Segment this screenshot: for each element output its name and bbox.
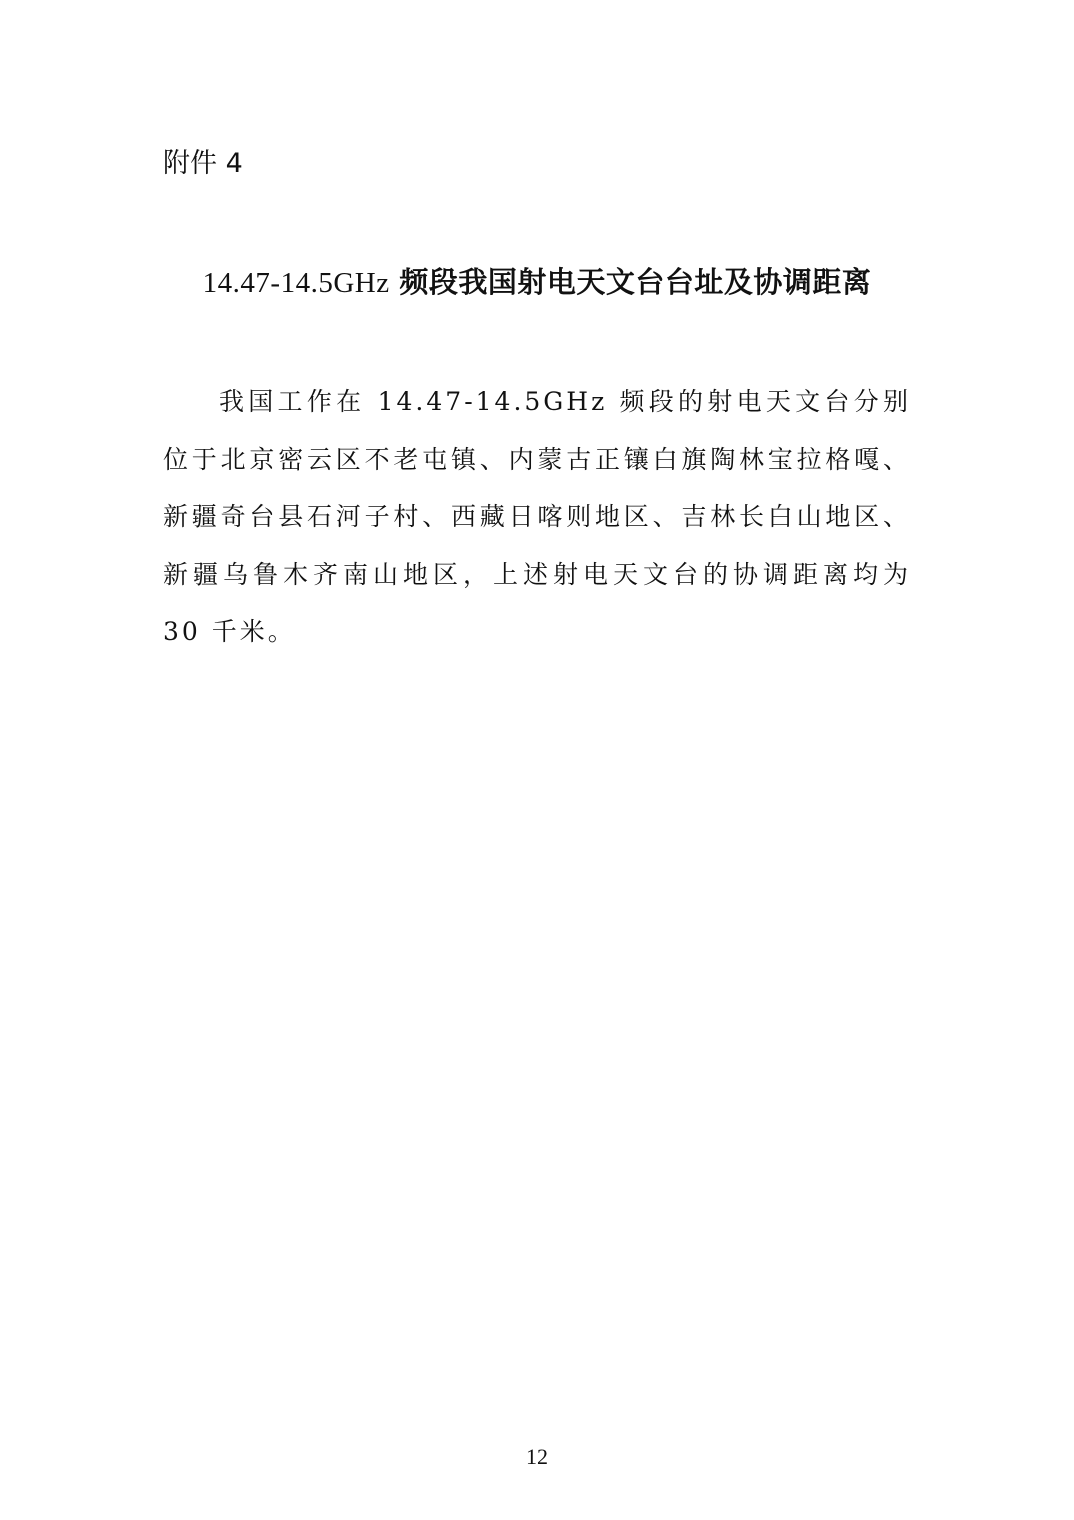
document-title xyxy=(0,260,1074,305)
body-paragraph: 我国工作在 14.47-14.5GHz 频段的射电天文台分别位于北京密云区不老屯镇、内蒙古正镶白旗陶林宝拉格嘎、新疆奇台县石河子村、西藏日喀则地区、吉林长白山地区、新疆乌鲁木齐南山地区，上述射电天文台的协调距离均为 30 千米。 xyxy=(163,387,911,646)
page-number: 12 xyxy=(526,1444,548,1469)
attachment-label: 附件 4 xyxy=(163,148,243,179)
title-frequency: 14.47-14.5GHz xyxy=(202,267,390,299)
title-text: 频段我国射电天文台台址及协调距离 xyxy=(399,265,872,299)
